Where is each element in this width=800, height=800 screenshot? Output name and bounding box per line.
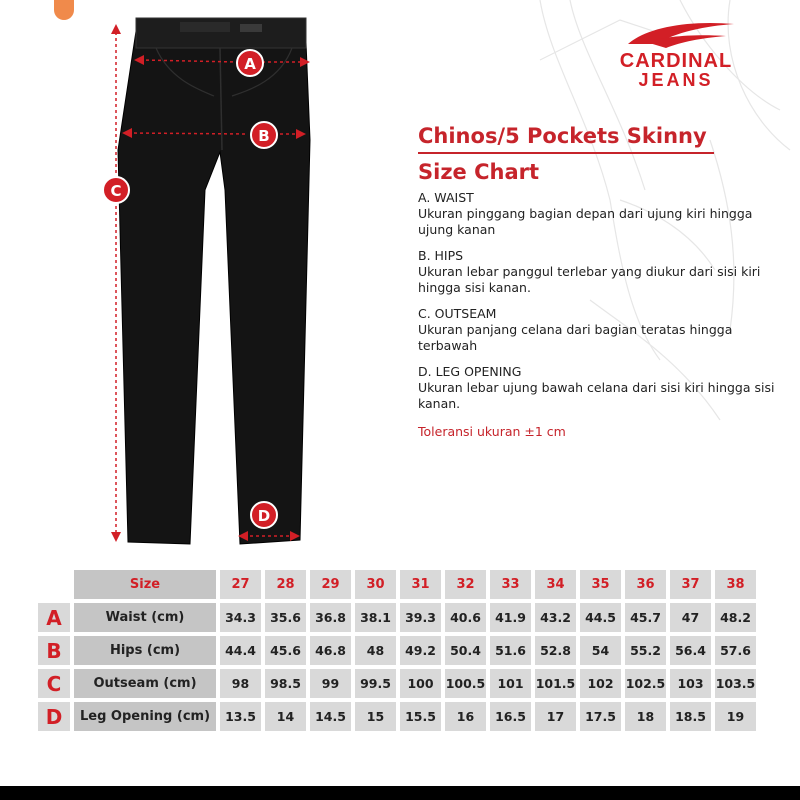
definition-leg-opening bbox=[418, 364, 778, 412]
table-cell: 38.1 bbox=[355, 603, 396, 632]
table-cell: 34.3 bbox=[220, 603, 261, 632]
table-cell: 100 bbox=[400, 669, 441, 698]
table-cell: 56.4 bbox=[670, 636, 711, 665]
bottom-bar bbox=[0, 786, 800, 800]
size-header-cell: 27 bbox=[220, 570, 261, 599]
marker-c-label: C bbox=[110, 182, 122, 200]
definition-term: B. HIPS bbox=[418, 248, 464, 263]
definition-term: A. WAIST bbox=[418, 190, 474, 205]
brand-logo bbox=[596, 18, 756, 88]
table-cell: 17 bbox=[535, 702, 576, 731]
table-cell: 46.8 bbox=[310, 636, 351, 665]
pants-illustration bbox=[0, 0, 400, 560]
row-letter: C bbox=[38, 669, 70, 698]
size-table-body bbox=[38, 603, 756, 731]
table-cell: 13.5 bbox=[220, 702, 261, 731]
table-corner bbox=[38, 570, 70, 599]
table-cell: 44.5 bbox=[580, 603, 621, 632]
definition-waist bbox=[418, 190, 778, 238]
table-cell: 52.8 bbox=[535, 636, 576, 665]
table-cell: 99.5 bbox=[355, 669, 396, 698]
definition-text: Ukuran panjang celana dari bagian teratas hingga terbawah bbox=[418, 322, 733, 353]
table-cell: 103.5 bbox=[715, 669, 756, 698]
table-cell: 98.5 bbox=[265, 669, 306, 698]
size-header-cell: 37 bbox=[670, 570, 711, 599]
table-cell: 44.4 bbox=[220, 636, 261, 665]
table-cell: 102 bbox=[580, 669, 621, 698]
table-row bbox=[38, 636, 756, 665]
table-cell: 49.2 bbox=[400, 636, 441, 665]
table-cell: 48.2 bbox=[715, 603, 756, 632]
description-panel bbox=[418, 124, 778, 439]
table-cell: 45.6 bbox=[265, 636, 306, 665]
table-cell: 15.5 bbox=[400, 702, 441, 731]
table-cell: 103 bbox=[670, 669, 711, 698]
table-cell: 57.6 bbox=[715, 636, 756, 665]
pants-shape bbox=[118, 18, 310, 544]
size-header-cell: 28 bbox=[265, 570, 306, 599]
marker-a bbox=[237, 50, 263, 76]
row-label: Hips (cm) bbox=[74, 636, 216, 665]
table-cell: 43.2 bbox=[535, 603, 576, 632]
table-cell: 100.5 bbox=[445, 669, 486, 698]
size-header-cell: 35 bbox=[580, 570, 621, 599]
marker-c bbox=[103, 177, 129, 203]
table-cell: 35.6 bbox=[265, 603, 306, 632]
size-header-cell: 33 bbox=[490, 570, 531, 599]
definition-hips bbox=[418, 248, 778, 296]
marker-d bbox=[251, 502, 277, 528]
table-cell: 16 bbox=[445, 702, 486, 731]
row-letter: A bbox=[38, 603, 70, 632]
cardinal-bird-icon bbox=[626, 18, 736, 50]
title-divider bbox=[418, 152, 714, 154]
size-header-cell: 38 bbox=[715, 570, 756, 599]
row-letter: B bbox=[38, 636, 70, 665]
table-cell: 48 bbox=[355, 636, 396, 665]
table-cell: 99 bbox=[310, 669, 351, 698]
table-cell: 14.5 bbox=[310, 702, 351, 731]
table-cell: 18.5 bbox=[670, 702, 711, 731]
table-cell: 50.4 bbox=[445, 636, 486, 665]
table-cell: 55.2 bbox=[625, 636, 666, 665]
table-row bbox=[38, 603, 756, 632]
table-cell: 101.5 bbox=[535, 669, 576, 698]
size-header-cell: 31 bbox=[400, 570, 441, 599]
table-cell: 18 bbox=[625, 702, 666, 731]
size-table bbox=[34, 566, 760, 735]
definition-text: Ukuran pinggang bagian depan dari ujung kiri hingga ujung kanan bbox=[418, 206, 753, 237]
definition-text: Ukuran lebar panggul terlebar yang diukur dari sisi kiri hingga sisi kanan. bbox=[418, 264, 761, 295]
table-cell: 15 bbox=[355, 702, 396, 731]
row-label: Outseam (cm) bbox=[74, 669, 216, 698]
table-cell: 45.7 bbox=[625, 603, 666, 632]
table-cell: 16.5 bbox=[490, 702, 531, 731]
table-cell: 40.6 bbox=[445, 603, 486, 632]
marker-b bbox=[251, 122, 277, 148]
size-header-cell: 36 bbox=[625, 570, 666, 599]
row-label: Leg Opening (cm) bbox=[74, 702, 216, 731]
marker-a-label: A bbox=[244, 55, 256, 73]
marker-d-label: D bbox=[257, 507, 271, 525]
table-cell: 47 bbox=[670, 603, 711, 632]
table-cell: 17.5 bbox=[580, 702, 621, 731]
size-header-cell: 34 bbox=[535, 570, 576, 599]
marker-b-label: B bbox=[258, 127, 270, 145]
table-cell: 102.5 bbox=[625, 669, 666, 698]
table-cell: 51.6 bbox=[490, 636, 531, 665]
product-title: Chinos/5 Pockets Skinny bbox=[418, 124, 707, 148]
definition-term: C. OUTSEAM bbox=[418, 306, 497, 321]
size-header-cell: 32 bbox=[445, 570, 486, 599]
table-cell: 36.8 bbox=[310, 603, 351, 632]
table-cell: 101 bbox=[490, 669, 531, 698]
table-cell: 41.9 bbox=[490, 603, 531, 632]
brand-name-line2: JEANS bbox=[638, 70, 714, 90]
brand-name-line1: CARDINAL bbox=[619, 50, 733, 72]
table-cell: 98 bbox=[220, 669, 261, 698]
row-letter: D bbox=[38, 702, 70, 731]
table-cell: 39.3 bbox=[400, 603, 441, 632]
row-label: Waist (cm) bbox=[74, 603, 216, 632]
definition-outseam bbox=[418, 306, 778, 354]
table-header-row bbox=[38, 570, 756, 599]
tolerance-note: Toleransi ukuran ±1 cm bbox=[418, 424, 566, 439]
size-header-cell: 30 bbox=[355, 570, 396, 599]
definition-term: D. LEG OPENING bbox=[418, 364, 522, 379]
table-row bbox=[38, 669, 756, 698]
table-row bbox=[38, 702, 756, 731]
size-chart-heading: Size Chart bbox=[418, 160, 540, 184]
table-cell: 19 bbox=[715, 702, 756, 731]
table-cell: 14 bbox=[265, 702, 306, 731]
size-header-label: Size bbox=[74, 570, 216, 599]
table-cell: 54 bbox=[580, 636, 621, 665]
size-header-cell: 29 bbox=[310, 570, 351, 599]
definition-text: Ukuran lebar ujung bawah celana dari sisi kiri hingga sisi kanan. bbox=[418, 380, 775, 411]
